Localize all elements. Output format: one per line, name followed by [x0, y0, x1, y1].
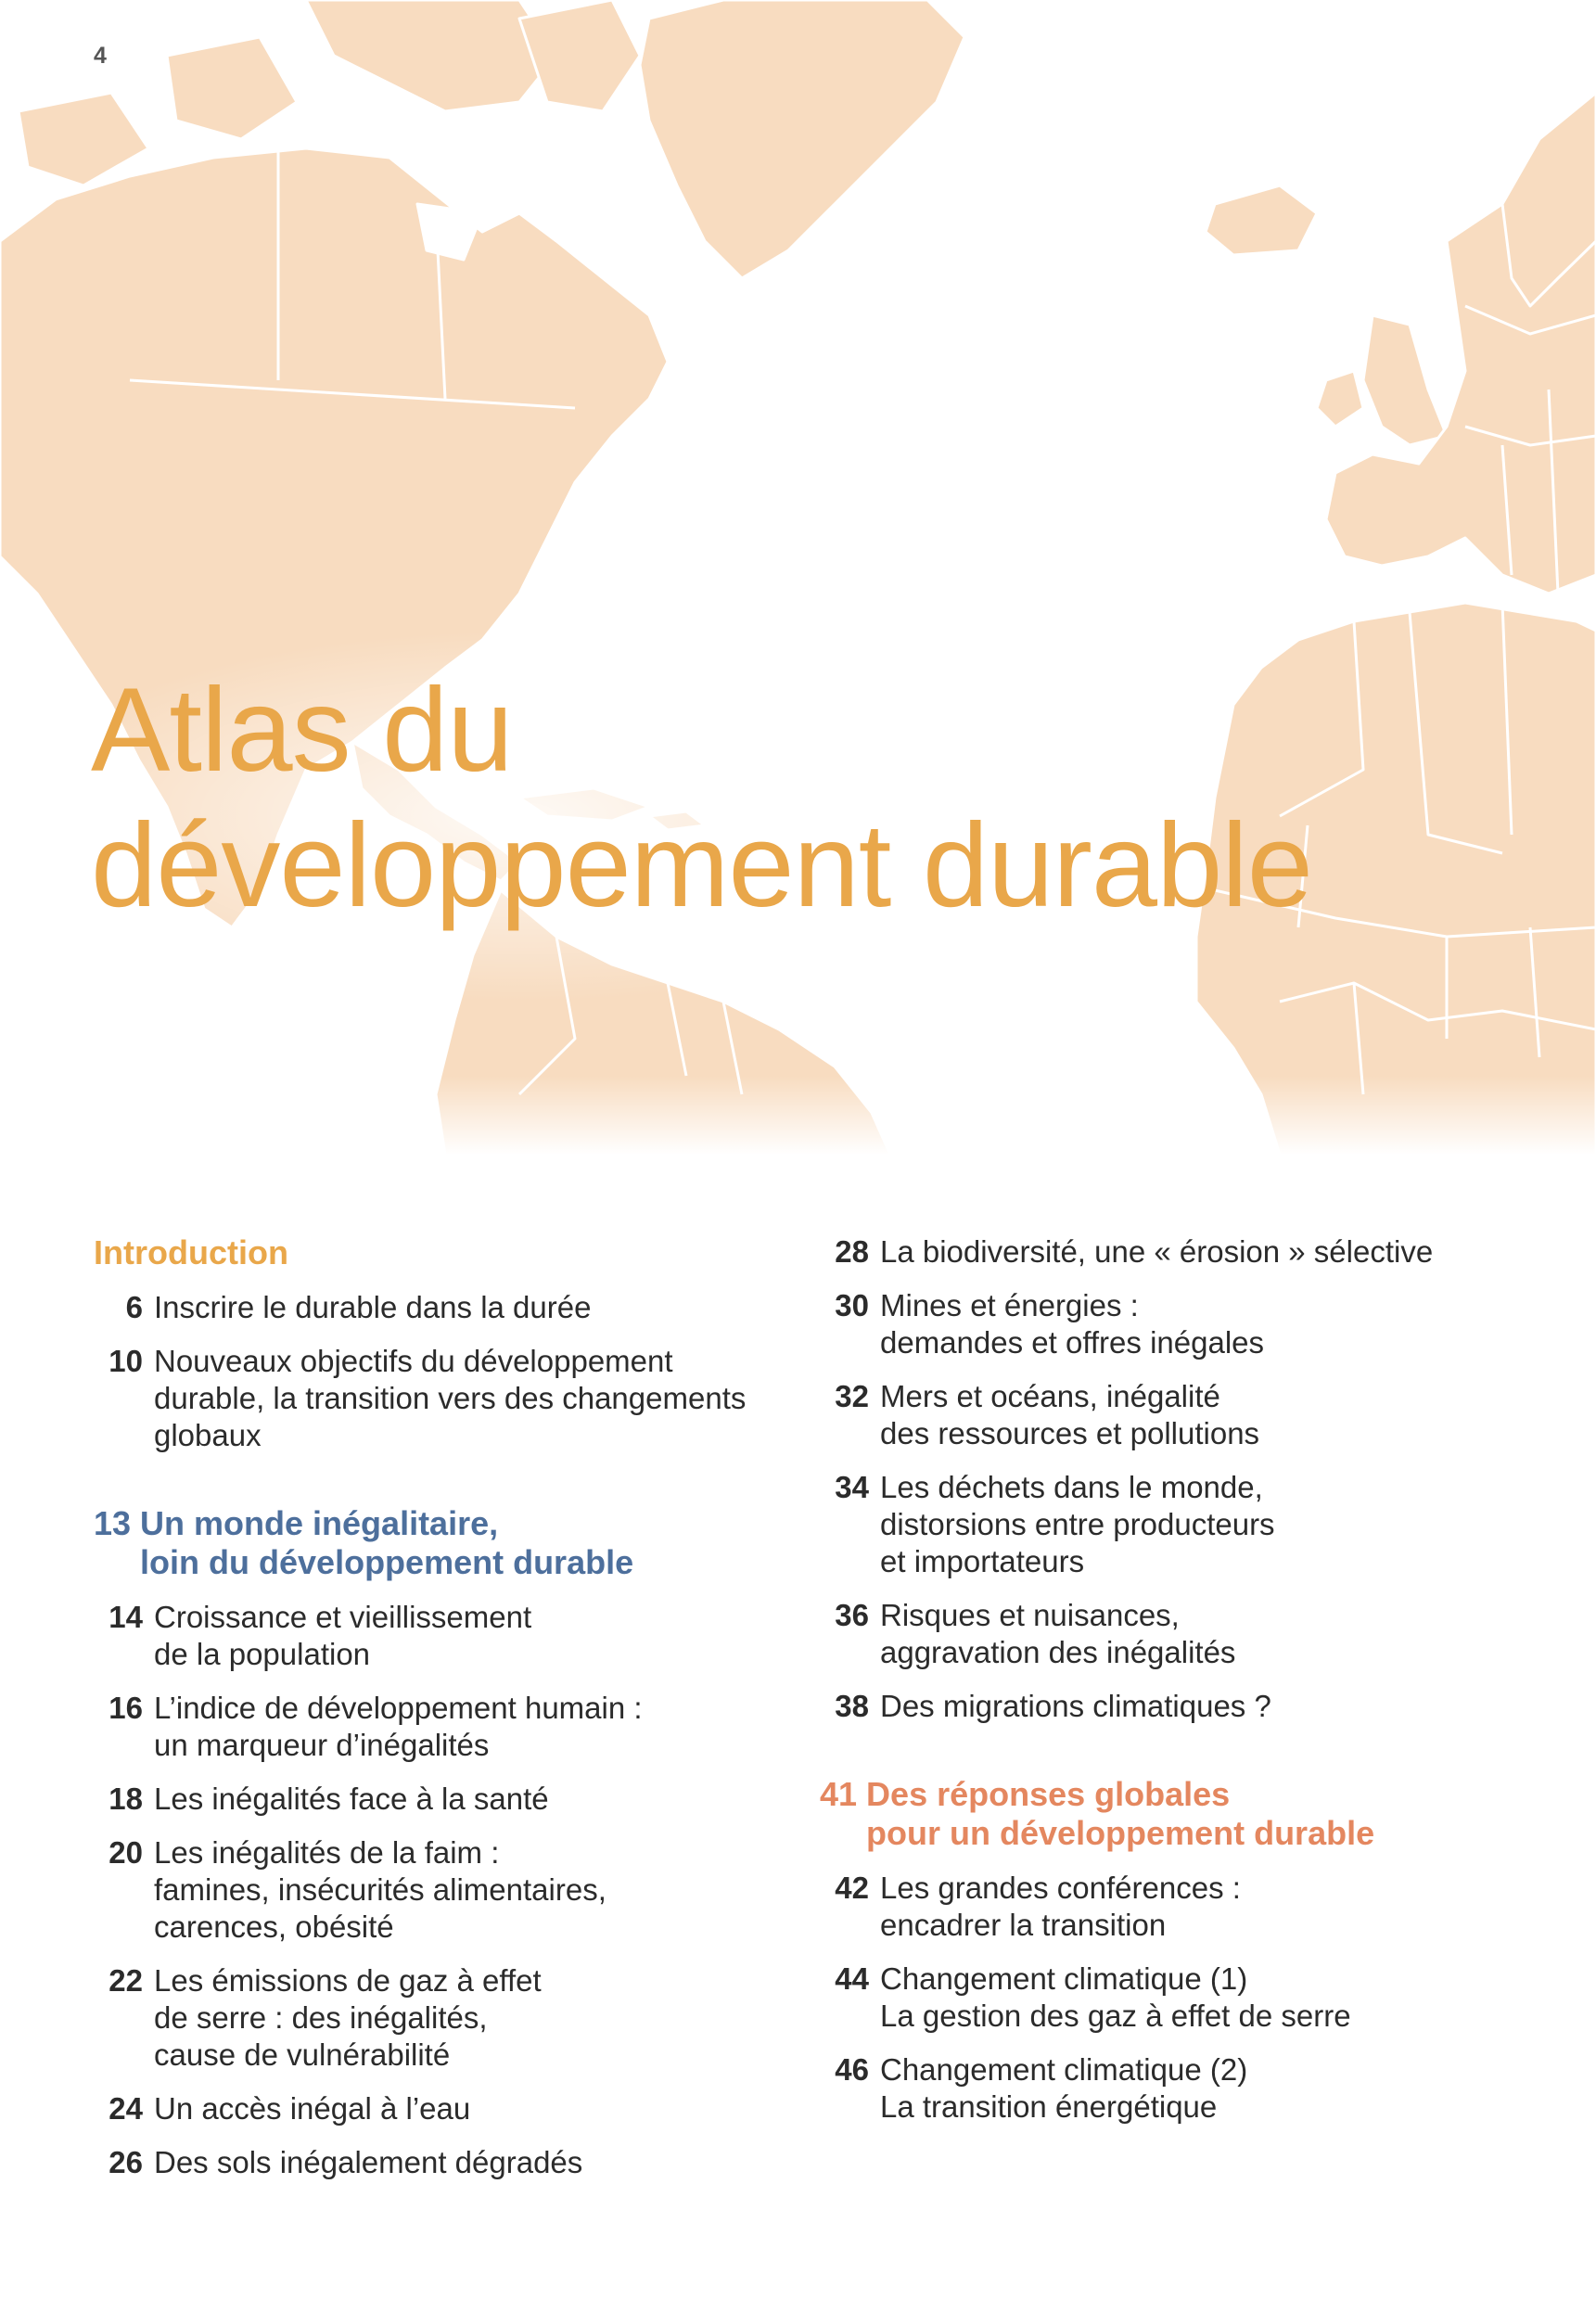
entry-page-number: 38	[835, 1689, 869, 1723]
title-line-2: développement durable	[91, 799, 1312, 932]
entry-line: La transition énergétique	[880, 2089, 1218, 2124]
section-page-number: 41	[820, 1775, 858, 1813]
toc-entry[interactable]	[94, 1962, 817, 2074]
toc-entry[interactable]	[820, 1688, 1543, 1725]
entry-line: Des sols inégalement dégradés	[154, 2145, 583, 2179]
entry-page-number: 46	[835, 2052, 869, 2087]
toc-entry[interactable]	[94, 1834, 817, 1946]
entry-page-number: 10	[109, 1344, 143, 1378]
entry-line: aggravation des inégalités	[880, 1635, 1236, 1669]
entry-line: Un accès inégal à l’eau	[154, 2091, 471, 2126]
entry-page-number: 30	[835, 1288, 869, 1322]
iceland-shape	[1206, 185, 1317, 255]
toc-left-column	[94, 1233, 817, 2198]
entry-line: La biodiversité, une « érosion » sélective	[880, 1234, 1434, 1269]
entry-line: Changement climatique (2)	[880, 2052, 1248, 2087]
entry-line: Nouveaux objectifs du développement	[154, 1344, 673, 1378]
section-heading-global-responses[interactable]	[820, 1775, 1543, 1853]
entry-line: cause de vulnérabilité	[154, 2037, 451, 2072]
entry-page-number: 36	[835, 1598, 869, 1632]
title-line-1: Atlas du	[91, 664, 513, 797]
entry-page-number: 16	[109, 1691, 143, 1725]
entry-line: Les déchets dans le monde,	[880, 1470, 1263, 1504]
entry-page-number: 44	[835, 1961, 869, 1996]
toc-entry[interactable]	[820, 1597, 1543, 1671]
section-line: pour un développement durable	[866, 1814, 1375, 1852]
entry-line: Les grandes conférences :	[880, 1871, 1241, 1905]
toc-entry[interactable]	[820, 1287, 1543, 1361]
section-heading-inequality[interactable]	[94, 1504, 817, 1582]
entry-page-number: 42	[835, 1871, 869, 1905]
entry-page-number: 22	[109, 1963, 143, 1998]
entry-line: demandes et offres inégales	[880, 1325, 1264, 1360]
toc-entry[interactable]	[820, 1233, 1543, 1271]
toc-entry[interactable]	[820, 1870, 1543, 1944]
entry-page-number: 24	[109, 2091, 143, 2126]
great-britain-shape	[1363, 315, 1447, 445]
entry-line: Mers et océans, inégalité	[880, 1379, 1220, 1413]
entry-line: des ressources et pollutions	[880, 1416, 1260, 1450]
entry-page-number: 20	[109, 1835, 143, 1870]
entry-page-number: 14	[109, 1600, 143, 1634]
entry-line: de la population	[154, 1637, 371, 1671]
page-number: 4	[94, 43, 107, 69]
entry-line: carences, obésité	[154, 1909, 394, 1944]
toc-entry[interactable]	[94, 1781, 817, 1818]
entry-line: distorsions entre producteurs	[880, 1507, 1275, 1541]
entry-line: un marqueur d’inégalités	[154, 1728, 490, 1762]
greenland-shape	[640, 0, 964, 278]
section-line: Des réponses globales	[866, 1775, 1231, 1813]
toc-entry[interactable]	[820, 1378, 1543, 1452]
section-line: Un monde inégalitaire,	[140, 1504, 499, 1542]
entry-line: Les inégalités face à la santé	[154, 1782, 549, 1816]
entry-page-number: 18	[109, 1782, 143, 1816]
entry-page-number: 26	[109, 2145, 143, 2179]
entry-line: encadrer la transition	[880, 1908, 1167, 1942]
page-title	[91, 663, 1312, 934]
entry-line: Mines et énergies :	[880, 1288, 1139, 1322]
entry-line: famines, insécurités alimentaires,	[154, 1872, 606, 1907]
toc-entry[interactable]	[94, 1343, 817, 1454]
entry-line: durable, la transition vers des changements	[154, 1381, 747, 1415]
entry-page-number: 6	[125, 1290, 143, 1324]
toc-entry[interactable]	[820, 2051, 1543, 2126]
entry-line: Croissance et vieillissement	[154, 1600, 532, 1634]
section-line: loin du développement durable	[140, 1543, 634, 1581]
entry-line: La gestion des gaz à effet de serre	[880, 1999, 1351, 2033]
toc-entry[interactable]	[94, 1289, 817, 1326]
entry-line: de serre : des inégalités,	[154, 2000, 488, 2035]
entry-line: Des migrations climatiques ?	[880, 1689, 1271, 1723]
section-heading-introduction[interactable]	[94, 1233, 817, 1272]
entry-page-number: 32	[835, 1379, 869, 1413]
toc-entry[interactable]	[820, 1469, 1543, 1580]
entry-line: Les émissions de gaz à effet	[154, 1963, 542, 1998]
toc-right-column	[820, 1233, 1543, 2142]
toc-entry[interactable]	[94, 2090, 817, 2127]
section-title: Introduction	[94, 1233, 288, 1271]
entry-line: Les inégalités de la faim :	[154, 1835, 500, 1870]
entry-line: Risques et nuisances,	[880, 1598, 1180, 1632]
entry-line: globaux	[154, 1418, 262, 1452]
entry-line: Changement climatique (1)	[880, 1961, 1248, 1996]
ireland-shape	[1317, 371, 1363, 427]
toc-entry[interactable]	[94, 1599, 817, 1673]
toc-entry[interactable]	[94, 2144, 817, 2181]
entry-page-number: 28	[835, 1234, 869, 1269]
entry-line: Inscrire le durable dans la durée	[154, 1290, 592, 1324]
entry-page-number: 34	[835, 1470, 869, 1504]
entry-line: L’indice de développement humain :	[154, 1691, 643, 1725]
toc-entry[interactable]	[820, 1961, 1543, 2035]
entry-line: et importateurs	[880, 1544, 1085, 1578]
section-page-number: 13	[94, 1504, 132, 1542]
toc-entry[interactable]	[94, 1690, 817, 1764]
